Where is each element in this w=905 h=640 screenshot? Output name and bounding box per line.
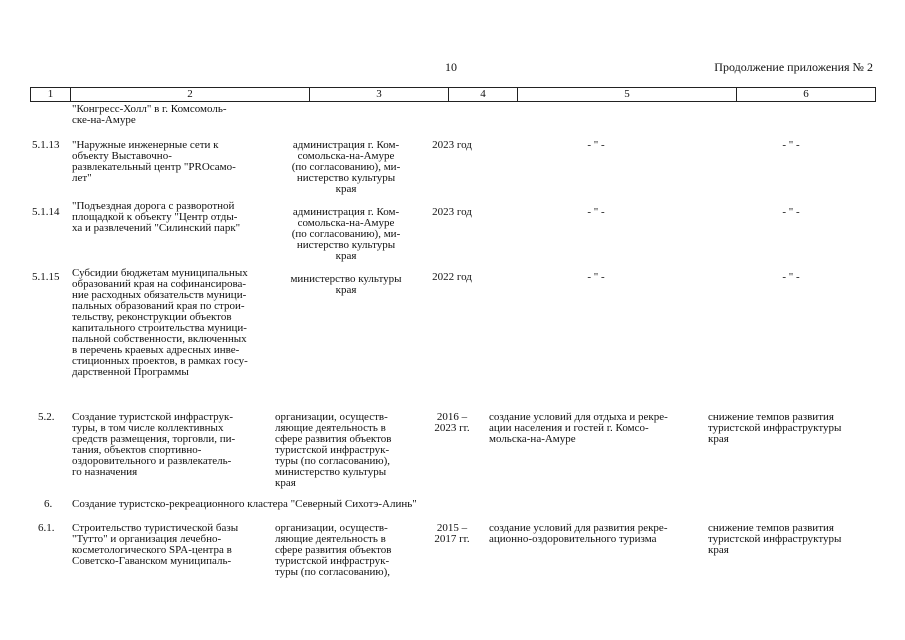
row-effect: - " - — [782, 271, 800, 283]
row-effect: снижение темпов развития туристской инфраструктуры края — [708, 411, 842, 445]
row-period: 2016 – 2023 гг. — [434, 411, 470, 434]
row-name: Субсидии бюджетам муниципальных образований края на софинансирова- ние расходных обязательств муници- пальных образований края по строи- тельству, реконструкции объектов капитального строительства муници- пальной собственности, включенных в перечень краевых адресных инве- стиционных проектов, в рамках госу- дарственной Программы — [72, 267, 248, 378]
column-header-4: 4 — [449, 88, 518, 101]
row-result: создание условий для отдыха и рекре- ации населения и гостей г. Комсо- мольска-на-Амуре — [489, 411, 668, 445]
row-name: Создание туристской инфраструк- туры, в том числе коллективных средств размещения, торговли, пи- тания, объектов спортивно- оздоровительного и развлекатель- го назначения — [72, 411, 236, 478]
row-period: 2015 – 2017 гг. — [434, 522, 470, 545]
row-number: 5.1.15 — [32, 271, 60, 283]
row-name: Строительство туристической базы "Тутто" и организация лечебно- косметологического SPA-центра в Советско-Гаванском муниципаль- — [72, 522, 239, 567]
row-result: - " - — [587, 206, 605, 218]
row-executor: организации, осуществ- ляющие деятельность в сфере развития объектов туристской инфраструк- туры (по согласованию), министерство культуры края — [275, 411, 392, 489]
table-header-row — [30, 87, 876, 102]
row-period: 2022 год — [432, 271, 472, 283]
row-effect: снижение темпов развития туристской инфраструктуры края — [708, 522, 842, 556]
row-effect: - " - — [782, 139, 800, 151]
column-header-6: 6 — [803, 88, 809, 100]
row-executor: администрация г. Ком- сомольска-на-Амуре (по согласованию), ми- нистерство культуры края — [291, 139, 401, 195]
row-result: создание условий для развития рекре- ационно-оздоровительного туризма — [489, 522, 668, 545]
row-period: 2023 год — [432, 206, 472, 218]
row-number: 6.1. — [38, 522, 55, 534]
continuation-label: Продолжение приложения № 2 — [714, 60, 873, 74]
section-title: Создание туристско-рекреационного кластера "Северный Сихотэ-Алинь" — [72, 498, 417, 510]
row-name: "Подъездная дорога с разворотной площадкой к объекту "Центр отды- ха и развлечений "Силинский парк" — [72, 200, 241, 234]
row-executor: администрация г. Ком- сомольска-на-Амуре (по согласованию), ми- нистерство культуры края — [291, 206, 401, 262]
row-period: 2023 год — [432, 139, 472, 151]
carryover-name: "Конгресс-Холл" в г. Комсомоль- ске-на-Амуре — [72, 103, 227, 126]
column-header-2: 2 — [71, 88, 310, 101]
row-result: - " - — [587, 271, 605, 283]
column-header-1: 1 — [31, 88, 71, 101]
row-number: 6. — [44, 498, 53, 510]
row-executor: организации, осуществ- ляющие деятельность в сфере развития объектов туристской инфраструк- туры (по согласованию), — [275, 522, 392, 578]
row-number: 5.1.14 — [32, 206, 60, 218]
row-result: - " - — [587, 139, 605, 151]
row-executor: министерство культуры края — [290, 273, 402, 296]
row-number: 5.2. — [38, 411, 55, 423]
column-header-3: 3 — [310, 88, 449, 101]
page-number: 10 — [445, 60, 457, 74]
row-number: 5.1.13 — [32, 139, 60, 151]
row-name: "Наружные инженерные сети к объекту Выставочно- развлекательный центр "PROсамо- лет" — [72, 139, 236, 184]
row-effect: - " - — [782, 206, 800, 218]
column-header-5: 5 — [518, 88, 737, 101]
